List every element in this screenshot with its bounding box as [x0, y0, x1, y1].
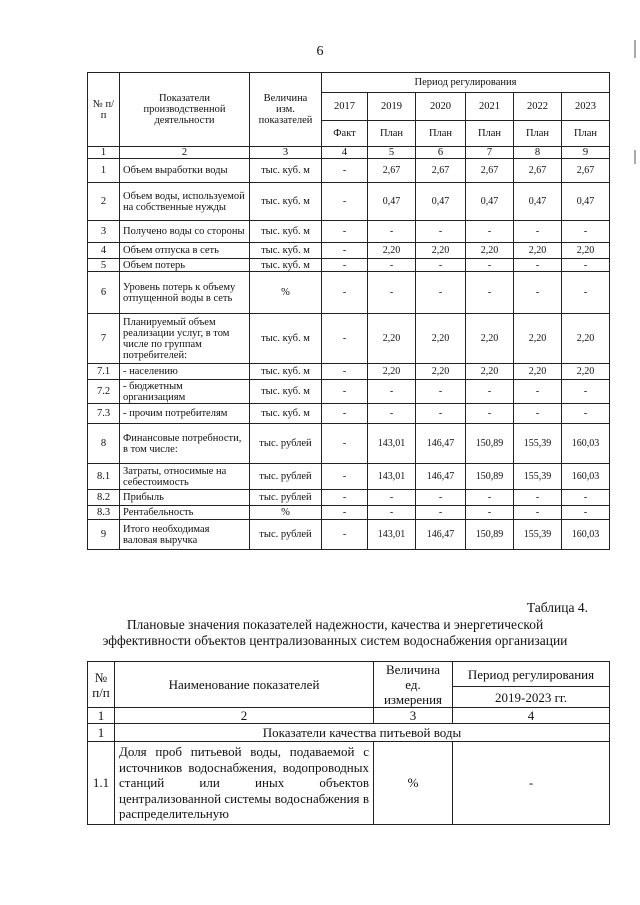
row-value: - — [466, 380, 514, 404]
row-value: 2,20 — [466, 314, 514, 364]
t4-header-years: 2019-2023 гг. — [453, 687, 610, 708]
t4-section-num: 1 — [88, 724, 115, 742]
row-value: 2,20 — [514, 243, 562, 259]
t4-header-unit: Величина ед. измерения — [374, 662, 453, 708]
table-row — [88, 272, 610, 314]
table4-caption: Таблица 4. — [526, 600, 588, 615]
table-row — [88, 464, 610, 490]
t4-colnum: 2 — [115, 708, 374, 724]
row-name: Объем отпуска в сеть — [120, 243, 250, 259]
row-unit: тыс. куб. м — [250, 221, 322, 243]
row-value: - — [416, 506, 466, 520]
row-value: 2,67 — [514, 159, 562, 183]
header-kind: План — [416, 121, 466, 147]
row-name: Планируемый объем реализации услуг, в том числе по группам потребителей: — [120, 314, 250, 364]
row-value: - — [322, 520, 368, 550]
row-value: 2,20 — [416, 243, 466, 259]
row-value: - — [562, 221, 610, 243]
row-value: - — [466, 506, 514, 520]
row-value: - — [466, 259, 514, 272]
t4-row-value: - — [453, 742, 610, 825]
row-value: - — [514, 506, 562, 520]
row-unit: тыс. рублей — [250, 490, 322, 506]
table-row — [88, 221, 610, 243]
header-kind: План — [514, 121, 562, 147]
row-value: 2,20 — [562, 243, 610, 259]
row-value: - — [322, 364, 368, 380]
row-value: - — [466, 272, 514, 314]
t4-header-period: Период регулирования — [453, 662, 610, 687]
row-value: - — [368, 404, 416, 424]
row-value: 2,20 — [514, 364, 562, 380]
row-value: 0,47 — [466, 183, 514, 221]
row-num: 3 — [88, 221, 120, 243]
header-colnum: 4 — [322, 147, 368, 159]
row-name: Объем выработки воды — [120, 159, 250, 183]
row-unit: тыс. рублей — [250, 520, 322, 550]
row-unit: тыс. куб. м — [250, 183, 322, 221]
t4-colnum: 4 — [453, 708, 610, 724]
row-value: - — [322, 259, 368, 272]
row-value: 0,47 — [514, 183, 562, 221]
page-number: 6 — [316, 44, 324, 59]
t4-row-1-1 — [88, 742, 610, 825]
row-value: 160,03 — [562, 464, 610, 490]
row-value: - — [416, 404, 466, 424]
header-colnums-row — [88, 147, 610, 159]
row-value: - — [368, 259, 416, 272]
table-row — [88, 364, 610, 380]
table4-title — [60, 617, 610, 649]
production-indicators-body — [88, 159, 610, 550]
row-unit: % — [250, 272, 322, 314]
row-value: 2,20 — [562, 314, 610, 364]
row-value: 150,89 — [466, 424, 514, 464]
row-name: Прибыль — [120, 490, 250, 506]
header-period: Период регулирования — [322, 73, 610, 93]
row-unit: тыс. рублей — [250, 424, 322, 464]
row-value: - — [514, 490, 562, 506]
margin-mark — [634, 150, 636, 164]
row-name: Получено воды со стороны — [120, 221, 250, 243]
header-unit: Величина изм. показателей — [250, 73, 322, 147]
table-row — [88, 506, 610, 520]
row-unit: тыс. куб. м — [250, 159, 322, 183]
row-value: - — [562, 490, 610, 506]
row-value: 150,89 — [466, 464, 514, 490]
row-unit: тыс. куб. м — [250, 259, 322, 272]
row-name: Финансовые потребности, в том числе: — [120, 424, 250, 464]
row-value: 2,67 — [562, 159, 610, 183]
row-value: - — [562, 506, 610, 520]
row-value: 143,01 — [368, 424, 416, 464]
header-year: 2021 — [466, 93, 514, 121]
header-colnum: 5 — [368, 147, 416, 159]
row-value: 2,20 — [416, 364, 466, 380]
t4-section-title: Показатели качества питьевой воды — [115, 724, 610, 742]
row-value: 2,20 — [562, 364, 610, 380]
t4-header-name: Наименование показателей — [115, 662, 374, 708]
row-unit: % — [250, 506, 322, 520]
row-value: 2,67 — [368, 159, 416, 183]
row-value: - — [322, 243, 368, 259]
table-row — [88, 380, 610, 404]
row-value: 0,47 — [562, 183, 610, 221]
header-year: 2020 — [416, 93, 466, 121]
row-unit: тыс. куб. м — [250, 404, 322, 424]
row-num: 1 — [88, 159, 120, 183]
row-value: 146,47 — [416, 520, 466, 550]
row-value: - — [416, 259, 466, 272]
header-colnum: 8 — [514, 147, 562, 159]
row-value: - — [562, 259, 610, 272]
row-value: - — [466, 221, 514, 243]
row-name: - населению — [120, 364, 250, 380]
row-name: Объем потерь — [120, 259, 250, 272]
row-value: - — [416, 272, 466, 314]
header-kind: Факт — [322, 121, 368, 147]
row-value: - — [514, 221, 562, 243]
row-value: - — [466, 404, 514, 424]
header-colnum: 1 — [88, 147, 120, 159]
row-value: 2,67 — [466, 159, 514, 183]
row-value: - — [322, 183, 368, 221]
row-value: - — [514, 272, 562, 314]
table4-title-line1: Плановые значения показателей надежности, качества и энергетической — [126, 617, 544, 632]
table-row — [88, 404, 610, 424]
row-value: - — [322, 506, 368, 520]
row-value: 2,20 — [514, 314, 562, 364]
row-num: 7.1 — [88, 364, 120, 380]
row-value: - — [416, 221, 466, 243]
row-name: Итого необходимая валовая выручка — [120, 520, 250, 550]
row-name: Рентабельность — [120, 506, 250, 520]
header-colnum: 6 — [416, 147, 466, 159]
row-value: - — [562, 404, 610, 424]
row-value: - — [368, 221, 416, 243]
row-unit: тыс. куб. м — [250, 314, 322, 364]
row-value: - — [514, 404, 562, 424]
row-value: 2,67 — [416, 159, 466, 183]
row-value: - — [322, 424, 368, 464]
row-value: - — [322, 464, 368, 490]
row-value: - — [322, 314, 368, 364]
row-num: 7 — [88, 314, 120, 364]
row-unit: тыс. рублей — [250, 464, 322, 490]
table4-title-line2: эффективности объектов централизованных систем водоснабжения организации — [102, 633, 568, 648]
row-name: Затраты, относимые на себестоимость — [120, 464, 250, 490]
table-row — [88, 259, 610, 272]
row-num: 9 — [88, 520, 120, 550]
header-indicator: Показатели производственной деятельности — [120, 73, 250, 147]
table-row — [88, 520, 610, 550]
header-kind: План — [562, 121, 610, 147]
t4-row-name: Доля проб питьевой воды, подаваемой с источников водоснабжения, водопроводных станций или иных объектов централизованной системы водоснабжения в распределительную — [115, 742, 374, 825]
row-value: - — [514, 259, 562, 272]
row-num: 7.2 — [88, 380, 120, 404]
row-value: - — [416, 380, 466, 404]
header-num: № п/п — [88, 73, 120, 147]
row-value: - — [514, 380, 562, 404]
header-year: 2017 — [322, 93, 368, 121]
table-row — [88, 424, 610, 464]
row-name: Уровень потерь к объему отпущенной воды в сеть — [120, 272, 250, 314]
row-value: 2,20 — [368, 314, 416, 364]
row-value: 2,20 — [416, 314, 466, 364]
row-value: - — [322, 490, 368, 506]
row-value: 0,47 — [416, 183, 466, 221]
row-value: 2,20 — [466, 243, 514, 259]
row-unit: тыс. куб. м — [250, 364, 322, 380]
header-year: 2019 — [368, 93, 416, 121]
header-kind: План — [368, 121, 416, 147]
row-value: 2,20 — [466, 364, 514, 380]
row-value: 155,39 — [514, 520, 562, 550]
header-kind: План — [466, 121, 514, 147]
header-year: 2022 — [514, 93, 562, 121]
row-value: - — [322, 159, 368, 183]
row-name: - прочим потребителям — [120, 404, 250, 424]
row-value: 2,20 — [368, 243, 416, 259]
row-value: - — [322, 380, 368, 404]
row-value: - — [368, 380, 416, 404]
row-value: - — [416, 490, 466, 506]
row-num: 5 — [88, 259, 120, 272]
row-unit: тыс. куб. м — [250, 243, 322, 259]
row-value: 146,47 — [416, 464, 466, 490]
row-num: 8.2 — [88, 490, 120, 506]
row-value: - — [368, 506, 416, 520]
header-colnum: 7 — [466, 147, 514, 159]
row-num: 8.1 — [88, 464, 120, 490]
row-num: 4 — [88, 243, 120, 259]
row-value: 155,39 — [514, 424, 562, 464]
t4-row-num: 1.1 — [88, 742, 115, 825]
row-num: 2 — [88, 183, 120, 221]
header-colnum: 3 — [250, 147, 322, 159]
t4-section-row — [88, 724, 610, 742]
row-value: 146,47 — [416, 424, 466, 464]
table-row — [88, 159, 610, 183]
row-name: Объем воды, используемой на собственные нужды — [120, 183, 250, 221]
row-value: - — [322, 221, 368, 243]
row-value: 155,39 — [514, 464, 562, 490]
table-row — [88, 183, 610, 221]
table-row — [88, 490, 610, 506]
row-value: - — [368, 272, 416, 314]
table-row — [88, 243, 610, 259]
t4-row-unit: % — [374, 742, 453, 825]
reliability-indicators-table — [87, 661, 610, 825]
row-name: - бюджетным организациям — [120, 380, 250, 404]
production-indicators-table — [87, 72, 610, 550]
t4-header-num: № п/п — [88, 662, 115, 708]
t4-colnums-row — [88, 708, 610, 724]
header-colnum: 2 — [120, 147, 250, 159]
row-num: 6 — [88, 272, 120, 314]
row-value: 160,03 — [562, 424, 610, 464]
row-value: - — [368, 490, 416, 506]
margin-mark — [634, 40, 636, 58]
row-value: - — [322, 272, 368, 314]
t4-colnum: 3 — [374, 708, 453, 724]
row-value: 150,89 — [466, 520, 514, 550]
header-year: 2023 — [562, 93, 610, 121]
row-value: 143,01 — [368, 464, 416, 490]
row-unit: тыс. куб. м — [250, 380, 322, 404]
row-value: - — [562, 380, 610, 404]
row-value: - — [562, 272, 610, 314]
row-value: - — [466, 490, 514, 506]
row-num: 8.3 — [88, 506, 120, 520]
row-value: 2,20 — [368, 364, 416, 380]
row-value: 0,47 — [368, 183, 416, 221]
row-value: 160,03 — [562, 520, 610, 550]
header-colnum: 9 — [562, 147, 610, 159]
row-value: 143,01 — [368, 520, 416, 550]
row-num: 7.3 — [88, 404, 120, 424]
table-row — [88, 314, 610, 364]
row-num: 8 — [88, 424, 120, 464]
row-value: - — [322, 404, 368, 424]
t4-colnum: 1 — [88, 708, 115, 724]
